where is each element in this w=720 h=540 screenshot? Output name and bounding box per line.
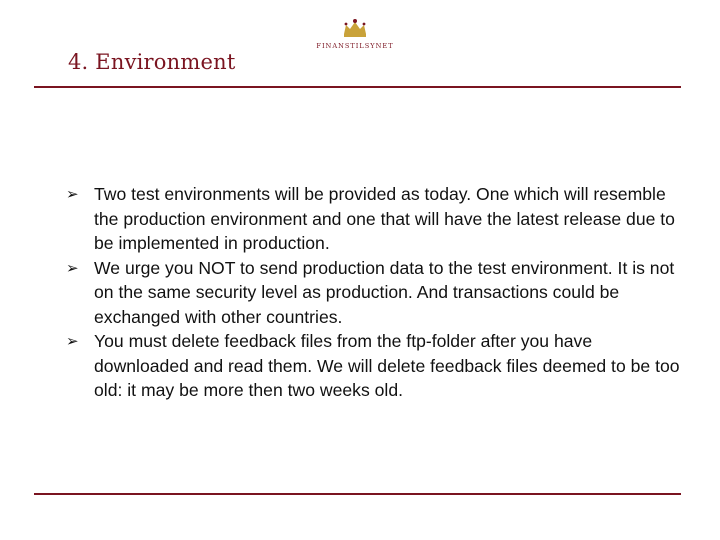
crown-icon (342, 18, 368, 38)
footer-divider (34, 493, 681, 495)
header-divider (34, 86, 681, 88)
arrowhead-bullet-icon: ➢ (66, 185, 79, 203)
bullet-item (66, 256, 686, 330)
logo-wordmark: FINANSTILSYNET (316, 42, 394, 50)
bullet-list (66, 182, 686, 403)
bullet-text: Two test environments will be provided as today. One which will resemble the production environment and one that will have the latest release due to be implemented in production. (94, 184, 675, 253)
bullet-item (66, 329, 686, 403)
slide-title: 4. Environment (68, 50, 236, 74)
arrowhead-bullet-icon: ➢ (66, 258, 79, 277)
bullet-text: We urge you NOT to send production data to the test environment. It is not on the same security level as production. And transactions could be exchanged with other countries. (94, 257, 675, 327)
bullet-text: You must delete feedback files from the ftp-folder after you have downloaded and read them. We will delete feedback files deemed to be too old: it may be more then two weeks old. (94, 331, 680, 400)
finanstilsynet-logo (314, 18, 396, 56)
bullet-item (66, 182, 686, 256)
arrowhead-bullet-icon: ➢ (66, 332, 79, 350)
